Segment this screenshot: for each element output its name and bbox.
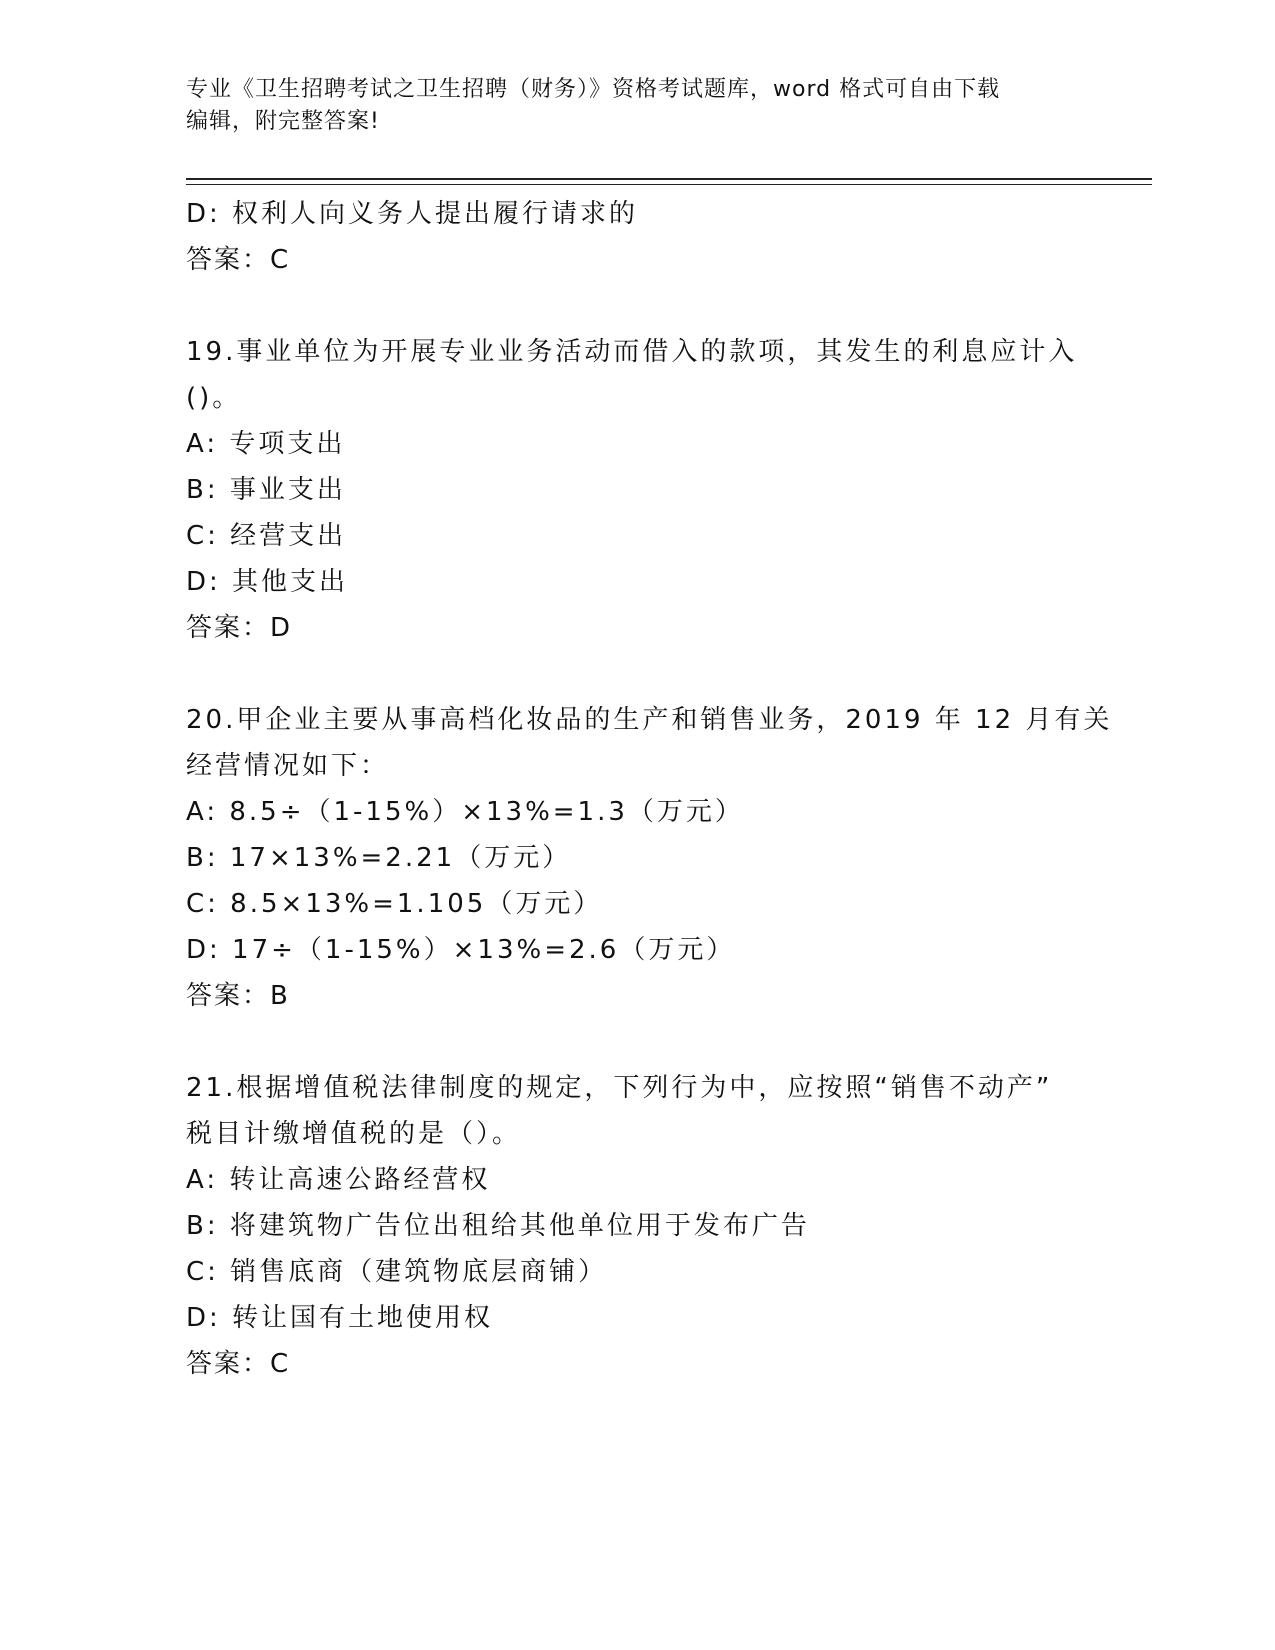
option-b: B: 将建筑物广告位出租给其他单位用于发布广告 [186, 1211, 810, 1241]
option-d: D: 权利人向义务人提出履行请求的 [186, 199, 639, 229]
answer-line: 答案：D [186, 613, 293, 643]
option-c: C: 8.5×13%=1.105（万元） [186, 889, 603, 919]
option-c: C: 销售底商（建筑物底层商铺） [186, 1257, 608, 1287]
question-stem-continued: 经营情况如下： [186, 751, 390, 781]
question-stem-continued: ()。 [186, 383, 242, 413]
question-stem: 20.甲企业主要从事高档化妆品的生产和销售业务，2019 年 12 月有关 [186, 705, 1113, 735]
answer-line: 答案：C [186, 1349, 291, 1379]
option-b: B: 事业支出 [186, 475, 346, 505]
question-block-previous [186, 191, 1086, 283]
header-line-2: 编辑，附完整答案! [186, 109, 380, 134]
header-divider-thin [186, 184, 1152, 185]
option-a: A: 转让高速公路经营权 [186, 1165, 491, 1195]
header-divider-thick [186, 178, 1152, 180]
page-header [186, 74, 1076, 138]
option-d: D: 转让国有土地使用权 [186, 1303, 494, 1333]
header-line-1: 专业《卫生招聘考试之卫生招聘（财务）》资格考试题库，word 格式可自由下载 [186, 77, 1001, 102]
spacer [186, 283, 1086, 329]
option-a: A: 专项支出 [186, 429, 346, 459]
question-stem: 21.根据增值税法律制度的规定，下列行为中，应按照“销售不动产” [186, 1073, 1053, 1103]
question-block-20 [186, 697, 1113, 1019]
question-block-21 [186, 1065, 1086, 1387]
spacer [186, 651, 1086, 697]
answer-line: 答案：B [186, 981, 290, 1011]
option-a: A: 8.5÷（1-15%）×13%=1.3（万元） [186, 797, 744, 827]
question-stem: 19.事业单位为开展专业业务活动而借入的款项，其发生的利息应计入 [186, 337, 1078, 367]
option-c: C: 经营支出 [186, 521, 347, 551]
spacer [186, 1019, 1086, 1065]
answer-line: 答案：C [186, 245, 291, 275]
question-stem-continued: 税目计缴增值税的是（）。 [186, 1119, 522, 1149]
option-b: B: 17×13%=2.21（万元） [186, 843, 572, 873]
option-d: D: 17÷（1-15%）×13%=2.6（万元） [186, 935, 736, 965]
option-d: D: 其他支出 [186, 567, 349, 597]
question-block-19 [186, 329, 1086, 651]
document-content [186, 191, 1113, 1387]
